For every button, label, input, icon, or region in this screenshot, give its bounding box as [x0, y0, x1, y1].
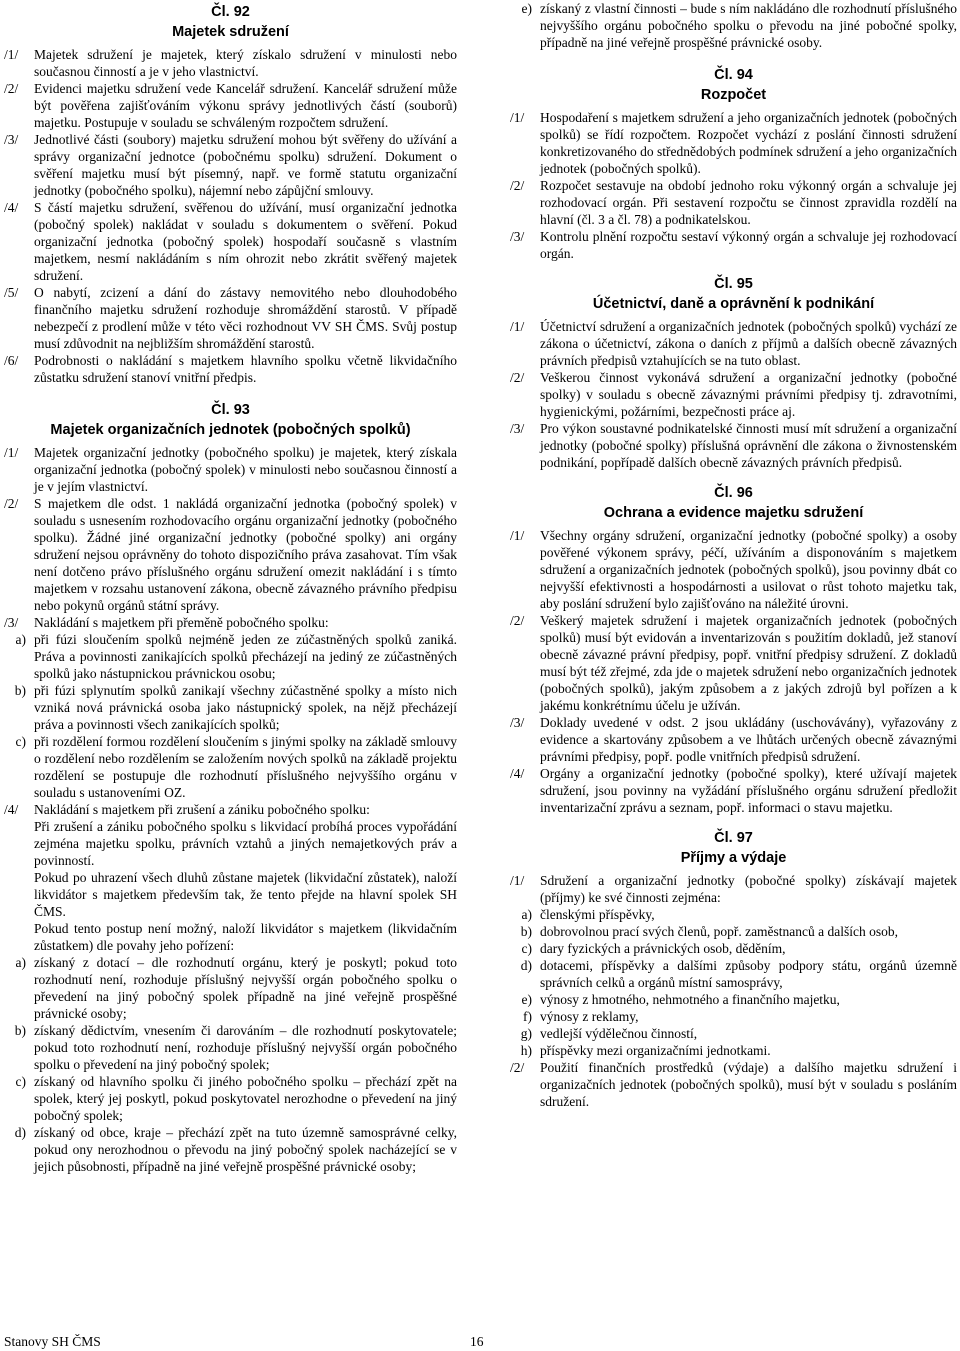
paragraph-text: Jednotlivé části (soubory) majetku sdružení mohou být svěřeny do užívání a správy organizační jednotce (pobočnému spolku) sdružení. Dokument o svěření majetku musí být písemný, např. ve formě statutu organizační jednotky (pobočného spolku), nájemní nebo zápůjční smlouvy.: [34, 132, 457, 198]
item-text: při fúzi splynutím spolků zanikají všechny zúčastněné spolky a místo nich vzniká nová právnická osoba jako nástupnický spolek, na nějž přecházejí práva a povinnosti všech zanikajících spolků;: [34, 683, 457, 732]
paragraph: [510, 420, 957, 471]
item-text: vedlejší výdělečnou činností,: [540, 1026, 698, 1041]
paragraph: [510, 228, 957, 262]
paragraph-text: Veškerý majetek sdružení i majetek organizačních jednotek (pobočných spolků) musí být evidován a inventarizován s použitím dokladů, jež stanoví obecně závazné právní předpisy, popř. vnitřní předpisy sdružení. Z dokladů musí být též zřejmé, zda jde o majetek sdružení nebo organizačních jednotek (pobočných spolků), jakým způsobem a z jakých zdrojů byl pořízen a k jakému konkrétnímu účelu je užíván.: [540, 613, 957, 713]
paragraph-text: Orgány a organizační jednotky (pobočné spolky), které užívají majetek sdružení, jsou povinny na vyžádání příslušného orgánu sdružení předložit inventarizační zprávu a seznam, popř. informaci o stavu majetku.: [540, 766, 957, 815]
paragraph-number: /1/: [4, 47, 19, 62]
item-letter: c): [15, 1074, 26, 1089]
paragraph-text: O nabytí, zcizení a dání do zástavy nemovitého nebo dlouhodobého finančního majetku sdružení rozhoduje shromáždění starostů. V případě nebezpečí z prodlení může v této věci rozhodnout VV SH ČMS. Svůj postup musí zdůvodnit na nejbližším shromáždění starostů.: [34, 285, 457, 351]
article-title: Účetnictví, daně a oprávnění k podnikání: [592, 296, 875, 312]
paragraph-number: /4/: [4, 200, 19, 215]
item-list: [510, 906, 957, 1059]
paragraph-text: S částí majetku sdružení, svěřenou do užívání, musí organizační jednotka (pobočný spolek) nakládat v souladu s dokumentem o svěření. Pokud organizační jednotka (pobočný spolek) hospodaří současně s vlastním majetkem, nesmí nakládáním s ním ohrozit nebo zkrátit svěřený majetek sdružení.: [34, 200, 457, 283]
article-number: Čl. 97: [714, 830, 753, 846]
paragraph: [510, 369, 957, 420]
article-title: Příjmy a výdaje: [680, 850, 787, 866]
article-title: Rozpočet: [700, 87, 767, 103]
paragraph-text: Podrobnosti o nakládání s majetkem hlavního spolku včetně likvidačního zůstatku sdružení stanoví vnitřní předpis.: [34, 353, 457, 385]
paragraph-text: Nakládání s majetkem při zrušení a zániku pobočného spolku:: [34, 802, 370, 817]
item-letter: b): [14, 1023, 26, 1038]
sub-paragraph: Pokud po uhrazení všech dluhů zůstane majetek (likvidační zůstatek), naloží likvidátor s majetkem především tak, že tento přejde na hlavní spolek SH ČMS.: [34, 870, 457, 919]
item-letter: e): [521, 1, 532, 16]
list-item: [510, 1008, 957, 1025]
paragraph-text: Účetnictví sdružení a organizačních jednotek (pobočných spolků) vychází ze zákona o účetnictví, zákona o daních z příjmů a dalších obecně závazných právních předpisů vztahujících se na tuto oblast.: [540, 319, 957, 368]
list-item: [510, 923, 957, 940]
paragraph-text: Hospodaření s majetkem sdružení a jeho organizačních jednotek (pobočných spolků) se řídí rozpočtem. Rozpočet vychází z poslání činnosti sdružení konkretizovaného do střednědobých podmínek sdružení a jeho organizačních jednotek (pobočných spolků).: [540, 110, 957, 176]
paragraph-text: Evidenci majetku sdružení vede Kancelář sdružení. Kancelář sdružení může být pověřena zajišťováním výkonu správy jednotlivých částí (souborů) majetku. Postupuje v souladu se schváleným rozpočtem sdružení.: [34, 81, 457, 130]
item-text: výnosy z hmotného, nehmotného a finančního majetku,: [540, 992, 840, 1007]
paragraph: [4, 495, 457, 614]
paragraph-number: /4/: [510, 766, 525, 781]
paragraph-text: S majetkem dle odst. 1 nakládá organizační jednotka (pobočný spolek) v souladu s usnesením rozhodovacího orgánu organizační jednotky (pobočného spolku). Žádné jiné organizační jednotky (pobočné spolky) ani orgány sdružení nejsou oprávněny do tohoto dispozičního práva zasahovat. Tím však není dotčeno právo příslušného orgánu sdružení omezit nakládání i s tímto majetkem v rozsahu ustanovení zákona, obecně závazného právního předpisu nebo pokynů orgánů státní správy.: [34, 496, 457, 613]
item-text: získaný z vlastní činnosti – bude s ním nakládáno dle rozhodnutí příslušného nejvyššího orgánu pobočného spolku o převodu na jiné pobočné spolky, případně na jiné veřejně prospěšné právnické osoby.: [540, 1, 957, 50]
article-number: Čl. 94: [714, 67, 753, 83]
item-letter: c): [521, 941, 532, 956]
item-letter: d): [520, 958, 532, 973]
item-text: dobrovolnou prací svých členů, popř. zaměstnanců a dalších osob,: [540, 924, 899, 939]
paragraph: [4, 46, 457, 80]
paragraph: [510, 872, 957, 906]
item-letter: e): [521, 992, 532, 1007]
paragraph: [4, 801, 457, 818]
paragraph-number: /5/: [4, 285, 19, 300]
paragraph-number: /2/: [510, 1060, 525, 1075]
paragraph: [4, 352, 457, 386]
item-letter: b): [520, 924, 532, 939]
sub-paragraph: Při zrušení a zániku pobočného spolku s likvidací probíhá proces vypořádání zejména majetku spolku, právních vztahů a jiných nemajetkových práv a povinností.: [34, 819, 457, 868]
list-item: [510, 1025, 957, 1042]
paragraph: [510, 1059, 957, 1110]
paragraph: [510, 527, 957, 612]
paragraph: [4, 444, 457, 495]
paragraph-number: /2/: [4, 81, 19, 96]
paragraph-number: /3/: [4, 132, 19, 147]
item-text: příspěvky mezi organizačními jednotkami.: [540, 1043, 771, 1058]
continued-item-list: [510, 0, 957, 51]
article-title: Majetek sdružení: [172, 24, 289, 40]
list-item: [4, 1022, 457, 1073]
article-title: Majetek organizačních jednotek (pobočných spolků): [50, 422, 411, 438]
paragraph: [510, 109, 957, 177]
list-item: [510, 940, 957, 957]
item-letter: g): [520, 1026, 532, 1041]
item-letter: a): [15, 632, 26, 647]
paragraph-text: Sdružení a organizační jednotky (pobočné spolky) získávají majetek (příjmy) ke své činnosti zejména:: [540, 873, 957, 905]
list-item: [4, 1073, 457, 1124]
paragraph: [4, 284, 457, 352]
list-item: [4, 682, 457, 733]
article-number: Čl. 95: [714, 276, 753, 292]
paragraph: [4, 131, 457, 199]
article-section: [510, 274, 957, 471]
article-number: Čl. 96: [714, 485, 753, 501]
paragraph-text: Všechny orgány sdružení, organizační jednotky (pobočné spolky) a osoby pověřené výkonem správy, péčí, užíváním a disponováním s majetkem sdružení a organizačních jednotek (pobočných spolků), jsou povinny dbát co nejvyšší efektivnosti a hospodárnosti a usilovat o růst tohoto majetku tak, aby poslání sdružení bylo zajišťováno na náležité úrovni.: [540, 528, 957, 611]
article-section: [510, 483, 957, 816]
item-text: dotacemi, příspěvky a dalšími způsoby podpory státu, orgánů územně správních celků a orgánů místní samosprávy,: [540, 958, 957, 990]
paragraph-number: /3/: [510, 421, 525, 436]
paragraph-text: Nakládání s majetkem při přeměně pobočného spolku:: [34, 615, 329, 630]
paragraph-text: Veškerou činnost vykonává sdružení a organizační jednotky (pobočné spolky) v souladu s obecně závaznými právními předpisy tj. zdravotními, hygienickými, požárními, bezpečnosti práce aj.: [540, 370, 957, 419]
paragraph-number: /3/: [4, 615, 19, 630]
article-section: [4, 2, 457, 386]
paragraph-number: /1/: [510, 319, 525, 334]
item-text: při fúzi sloučením spolků nejméně jeden ze zúčastněných spolků zaniká. Práva a povinnosti zanikajících spolků přecházejí na jediný ze zúčastněných spolků jako nástupnickou právnickou osobu;: [34, 632, 457, 681]
item-letter: b): [14, 683, 26, 698]
paragraph: [4, 80, 457, 131]
item-text: členskými příspěvky,: [540, 907, 655, 922]
list-item: [510, 991, 957, 1008]
item-letter: a): [15, 955, 26, 970]
paragraph-text: Kontrolu plnění rozpočtu sestaví výkonný orgán a schvaluje jej rozhodovací orgán.: [540, 229, 957, 261]
paragraph-text: Pro výkon soustavné podnikatelské činnosti musí mít sdružení a organizační jednotky (pobočné spolky) příslušná oprávnění dle zákona o živnostenském podnikání, popřípadě dalších obecně závazných právních předpisů.: [540, 421, 957, 470]
list-item: [4, 1124, 457, 1175]
paragraph-text: Použití finančních prostředků (výdaje) a dalšího majetku sdružení i organizačních jednotek (pobočných spolků), musí být v souladu s posláním sdružení.: [540, 1060, 957, 1109]
paragraph-number: /6/: [4, 353, 19, 368]
paragraph-text: Majetek sdružení je majetek, který získalo sdružení v minulosti nebo současnou činností a je v jeho vlastnictví.: [34, 47, 457, 79]
paragraph-number: /1/: [510, 528, 525, 543]
item-letter: c): [15, 734, 26, 749]
list-item: [4, 631, 457, 682]
paragraph-number: /4/: [4, 802, 19, 817]
item-text: získaný od hlavního spolku či jiného pobočného spolku – přechází zpět na spolek, který jej poskytl, pokud poskytovatel nerozhodne o převedení na jiný pobočný spolek;: [34, 1074, 457, 1123]
paragraph: [510, 177, 957, 228]
page-number: 16: [470, 1334, 484, 1349]
paragraph-number: /2/: [4, 496, 19, 511]
item-text: výnosy z reklamy,: [540, 1009, 639, 1024]
list-item: [4, 733, 457, 801]
paragraph-number: /1/: [510, 110, 525, 125]
list-item: [510, 0, 957, 51]
item-list: [4, 631, 457, 801]
article-number: Čl. 92: [211, 4, 250, 20]
list-item: [510, 906, 957, 923]
item-list: [4, 954, 457, 1175]
paragraph-text: Rozpočet sestavuje na období jednoho roku výkonný orgán a schvaluje jej rozhodovací orgán. Při sestavení rozpočtu se činnost zpravidla rozdělí na hlavní (čl. 3 a čl. 78) a podnikatelskou.: [540, 178, 957, 227]
paragraph: [4, 614, 457, 631]
article-section: [4, 400, 457, 1175]
paragraph: [510, 765, 957, 816]
paragraph-text: Majetek organizační jednotky (pobočného spolku) je majetek, který získala organizační jednotka (pobočný spolek) v minulosti nebo současnou činností a je v jejím vlastnictví.: [34, 445, 457, 494]
paragraph-number: /3/: [510, 715, 525, 730]
item-letter: d): [14, 1125, 26, 1140]
left-column: [4, 0, 457, 1175]
paragraph-number: /3/: [510, 229, 525, 244]
item-letter: a): [521, 907, 532, 922]
paragraph-number: /2/: [510, 178, 525, 193]
paragraph-number: /2/: [510, 370, 525, 385]
list-item: [510, 957, 957, 991]
item-text: při rozdělení formou rozdělení sloučením s jinými spolky na základě smlouvy o rozdělení nebo rozdělením se založením nových spolků na základě projektu rozdělení se postupuje dle rozhodnutí příslušného nejvyššího orgánu v souladu s ustanoveními OZ.: [34, 734, 457, 800]
item-text: dary fyzických a právnických osob, děděním,: [540, 941, 786, 956]
paragraph-number: /1/: [510, 873, 525, 888]
paragraph: [4, 199, 457, 284]
article-number: Čl. 93: [211, 402, 250, 418]
item-text: získaný z dotací – dle rozhodnutí orgánu, který je poskytl; pokud toto rozhodnutí není, rozhoduje příslušný nejvyšší orgán pobočného spolku o převedení na jiný pobočný spolek případně na jiné veřejně prospěšné právnické osoby;: [34, 955, 457, 1021]
paragraph: [510, 612, 957, 714]
list-item: [510, 1042, 957, 1059]
list-item: [4, 954, 457, 1022]
right-column: [510, 0, 957, 1110]
article-title: Ochrana a evidence majetku sdružení: [603, 505, 864, 521]
sub-paragraph: Pokud tento postup není možný, naloží likvidátor s majetkem (likvidačním zůstatkem) dle povahy jeho pořízení:: [34, 921, 457, 953]
item-letter: f): [523, 1009, 532, 1024]
paragraph-number: /1/: [4, 445, 19, 460]
item-text: získaný od obce, kraje – přechází zpět na tuto územně samosprávné celky, pokud ony nerozhodnou o převodu na jiný pobočný spolek nacházející se v jejich působnosti, případně na jiné veřejně prospěšné právnické osoby;: [34, 1125, 457, 1174]
article-section: [510, 828, 957, 1110]
footer-document-name: Stanovy SH ČMS: [4, 1334, 101, 1349]
item-text: získaný dědictvím, vnesením či darováním – dle rozhodnutí poskytovatele; pokud toto rozhodnutí není, rozhoduje příslušný nejvyšší orgán pobočného spolku o převedení na jiný pobočný spolek;: [34, 1023, 457, 1072]
paragraph: [510, 318, 957, 369]
paragraph-text: Doklady uvedené v odst. 2 jsou ukládány (uschovávány), vyřazovány z evidence a skartovány způsobem a ve lhůtách určených obecně závaznými právními předpisy, popř. podle vnitřních předpisů sdružení.: [540, 715, 957, 764]
paragraph-number: /2/: [510, 613, 525, 628]
item-letter: h): [520, 1043, 532, 1058]
article-section: [510, 65, 957, 262]
paragraph: [510, 714, 957, 765]
